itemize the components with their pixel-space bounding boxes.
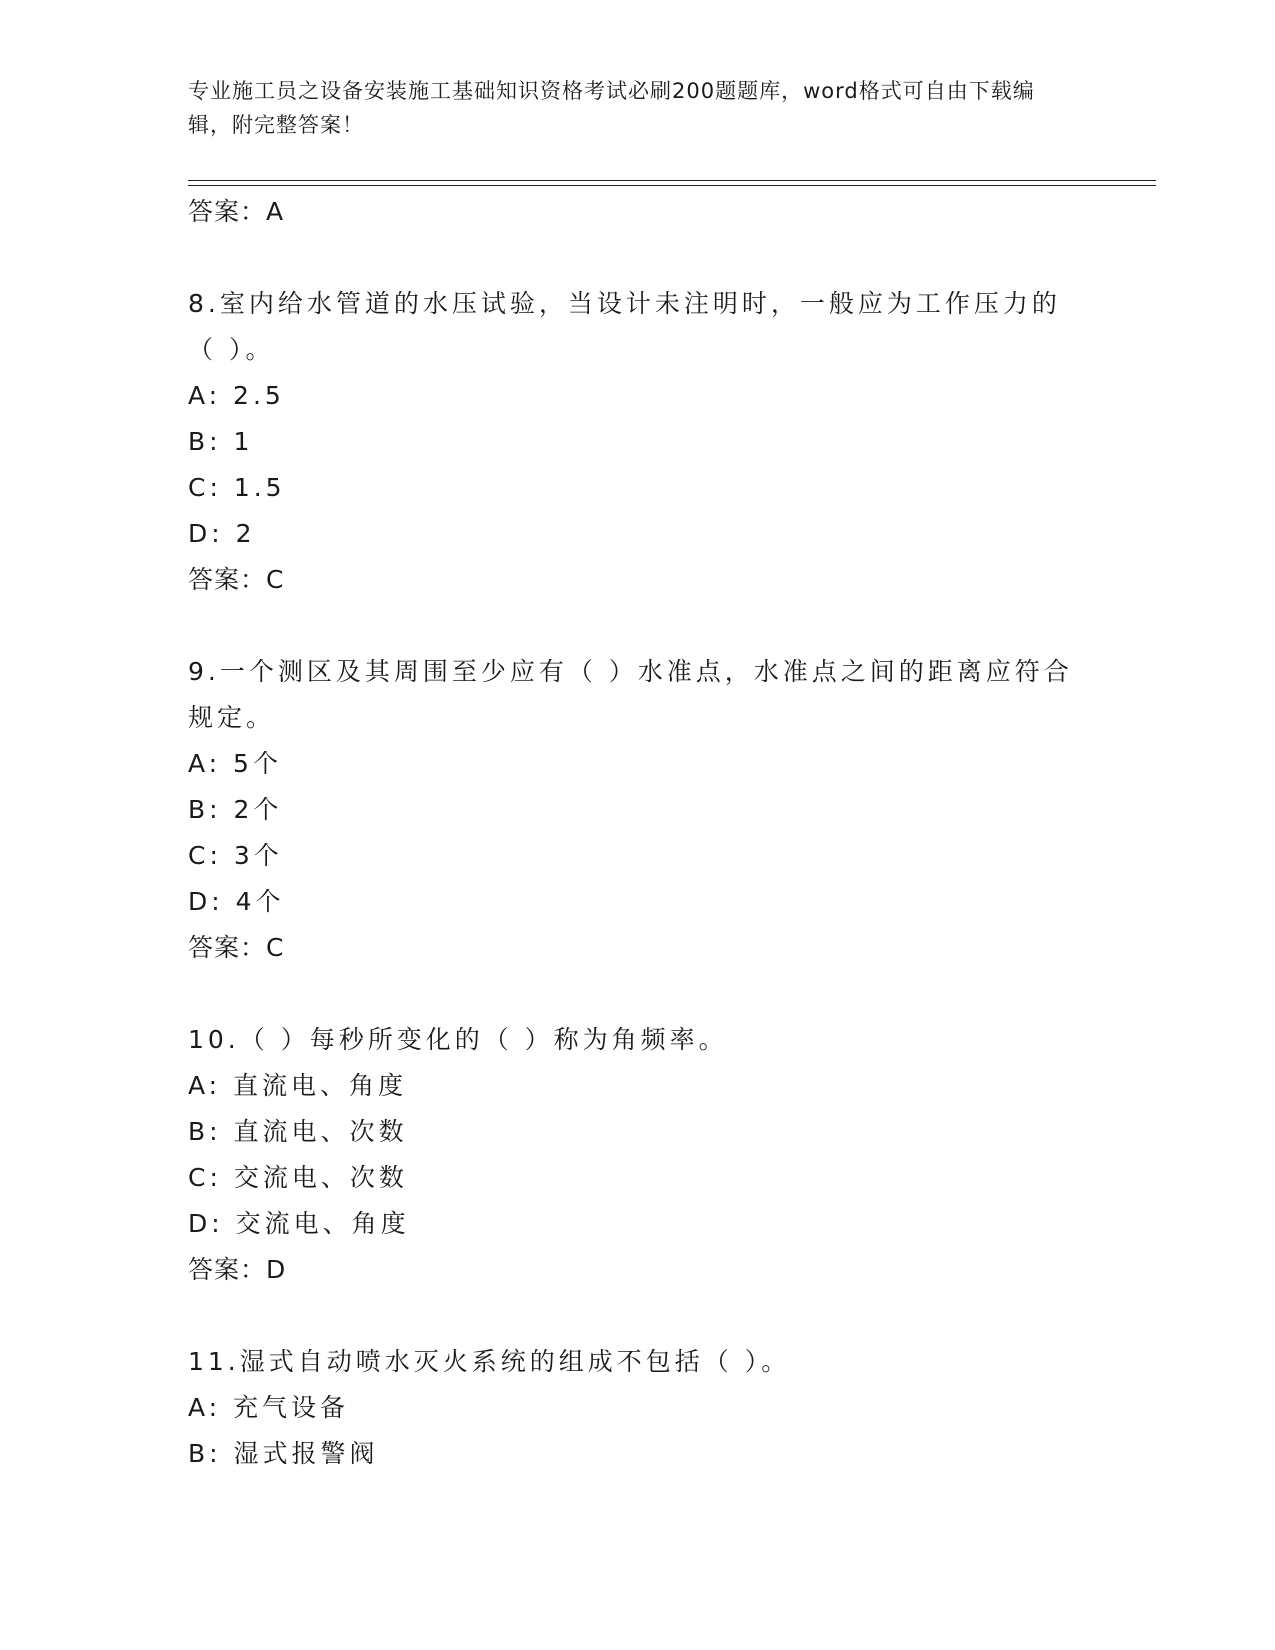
option-b: B: 直流电、次数: [188, 1117, 408, 1146]
option-d: D: 2: [188, 519, 256, 548]
option-b: B: 2个: [188, 795, 283, 824]
option-c: C: 交流电、次数: [188, 1163, 408, 1192]
option-b: B: 1: [188, 427, 254, 456]
option-a: A: 充气设备: [188, 1393, 350, 1422]
header-divider-second: [188, 185, 1156, 186]
option-a: A: 直流电、角度: [188, 1071, 408, 1100]
question-text: 11.湿式自动喷水灭火系统的组成不包括（ ）。: [188, 1347, 791, 1376]
answer-line: 答案：D: [188, 1255, 287, 1284]
option-c: C: 1.5: [188, 473, 286, 502]
header-title: 专业施工员之设备安装施工基础知识资格考试必刷200题题库，word格式可自由下载编辑，附完整答案！: [188, 79, 1035, 137]
question-text: 10.（ ）每秒所变化的（ ）称为角频率。: [188, 1025, 728, 1054]
previous-answer: 答案：A: [188, 197, 285, 226]
option-b: B: 湿式报警阀: [188, 1439, 379, 1468]
main-content: [188, 189, 1088, 1477]
question-block-11: [188, 1339, 1088, 1477]
option-d: D: 4个: [188, 887, 285, 916]
question-text: 8.室内给水管道的水压试验，当设计未注明时，一般应为工作压力的（ ）。: [188, 289, 1061, 364]
answer-line: 答案：C: [188, 933, 285, 962]
option-a: A: 5个: [188, 749, 282, 778]
question-block-10: [188, 1017, 1088, 1293]
question-block-9: [188, 649, 1088, 971]
answer-line: 答案：C: [188, 565, 285, 594]
question-block-8: [188, 281, 1088, 603]
header-divider: [188, 180, 1156, 181]
option-a: A: 2.5: [188, 381, 285, 410]
question-text: 9.一个测区及其周围至少应有（ ）水准点，水准点之间的距离应符合规定。: [188, 657, 1073, 732]
option-c: C: 3个: [188, 841, 283, 870]
option-d: D: 交流电、角度: [188, 1209, 410, 1238]
